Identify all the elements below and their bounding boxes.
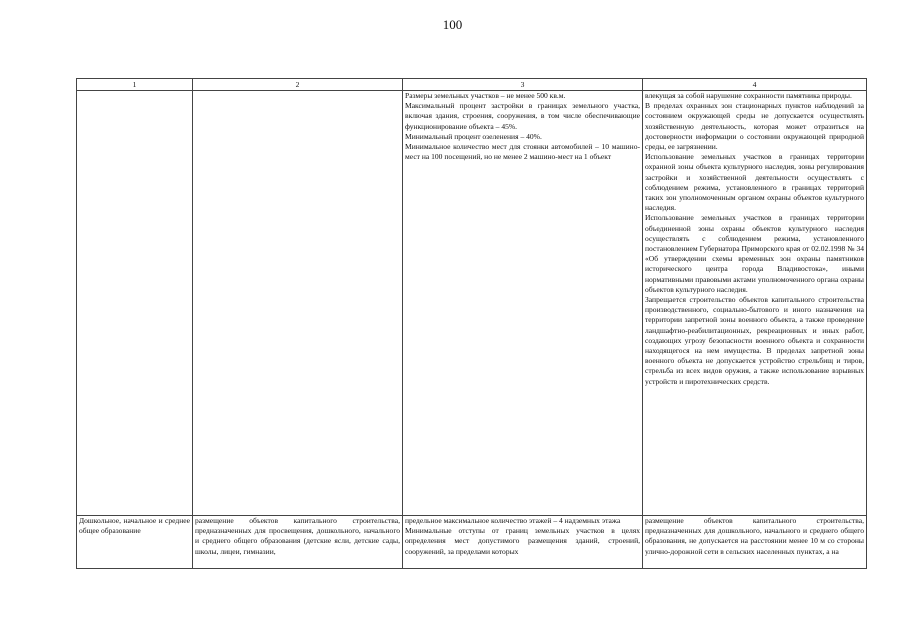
land-use-regulations-table [76,78,867,569]
row2-restrictions-cell [643,516,867,569]
paragraph: предельное максимальное количество этажей – 4 надземных этажа [405,516,621,525]
table-row [77,516,867,569]
row2-use-type-cell [77,516,193,569]
row1-restrictions-cell [643,91,867,516]
paragraph: Минимальные отступы от границ земельных участков в целях определения мест допустимого размещения зданий, строений, сооружений, за пределами которых [405,526,640,556]
paragraph: Размеры земельных участков – не менее 500 кв.м. [405,91,566,100]
paragraph: Запрещается строительство объектов капитального строительства производственного, социально-бытового и иного назначения на территории запретной зоны военного объекта, а также проведение ландшафтно-реабилитационных, рекреационных и иных работ, создающих угрозу безопасности военного объекта и сохранности находящегося на нем имущества. В пределах запретной зоны военного объекта не допускается устройство стрельбищ и тиров, стрельба из всех видов оружия, а также использование взрывных устройств и пиротехнических средств. [645,295,864,386]
column-header-3: 3 [403,79,643,91]
row1-description-cell [193,91,403,516]
column-header-1: 1 [77,79,193,91]
row1-use-type-cell [77,91,193,516]
paragraph: Минимальное количество мест для стоянки автомобилей – 10 машино-мест на 100 посещений, но не менее 2 машино-мест на 1 объект [405,142,640,162]
paragraph: В пределах охранных зон стационарных пунктов наблюдений за состоянием окружающей среды не допускается осуществлять хозяйственную деятельность, которая может отразиться на достоверности информации о состоянии окружающей природной среды, ее загрязнении. [645,101,864,152]
page-number: 100 [442,17,463,32]
cell-text: Дошкольное, начальное и среднее общее образование [79,516,190,536]
row1-parameters-cell [403,91,643,516]
paragraph: влекущая за собой нарушение сохранности памятника природы. [645,91,852,100]
cell-text: размещение объектов капитального строительства, предназначенных для дошкольного, начального и среднего общего образования, не допускается на расстоянии менее 10 м со стороны улично-дорожной сети в сельских населенных пунктах, а на [645,516,864,556]
paragraph: Использование земельных участков в границах территории охранной зоны объекта культурного наследия, зоны регулирования застройки и хозяйственной деятельности осуществлять с соблюдением режима, установленного в границах территорий таких зон уполномоченным органом охраны объектов культурного наследия. [645,152,864,213]
column-number-row [77,79,867,91]
paragraph: Максимальный процент застройки в границах земельного участка, включая здания, строения, сооружения, в том числе обеспечивающие функционирование объекта – 45%. [405,101,640,131]
table-row [77,91,867,516]
column-header-2: 2 [193,79,403,91]
column-header-4: 4 [643,79,867,91]
paragraph: Использование земельных участков в границах территории объединенной зоны охраны объектов культурного наследия осуществлять с соблюдением режима, установленного постановлением Губернатора Приморского края от 02.02.1998 № 34 «Об утверждении схемы временных зон охраны памятников исторического центра города Владивостока», иными нормативными правовыми актами уполномоченного органа охраны объектов культурного наследия. [645,213,864,294]
row2-parameters-cell [403,516,643,569]
paragraph: Минимальный процент озеленения – 40%. [405,131,542,141]
cell-text [405,516,640,568]
cell-text: размещение объектов капитального строительства, предназначенных для просвещения, дошкольного, начального и среднего общего образования (детские ясли, детские сады, школы, лицеи, гимназии, [195,516,400,556]
row2-description-cell [193,516,403,569]
